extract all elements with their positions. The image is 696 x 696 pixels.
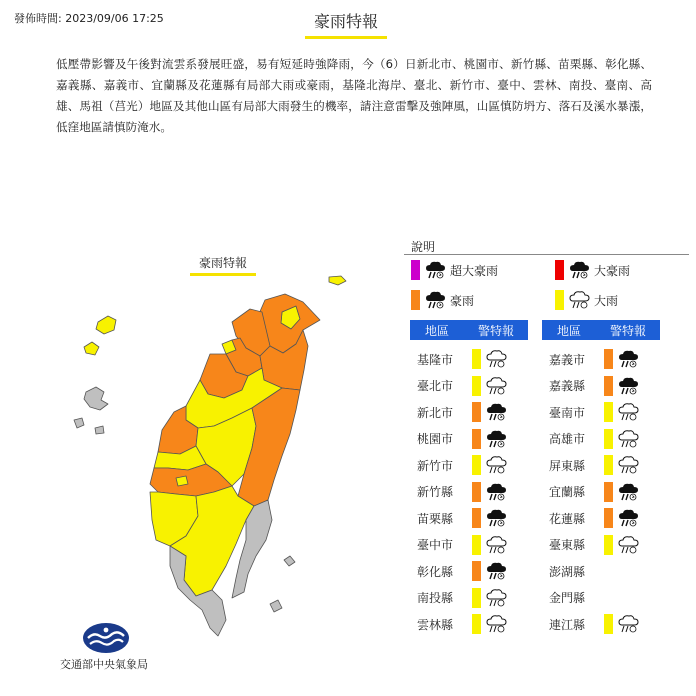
table-row xyxy=(404,534,507,556)
warning-level-swatch xyxy=(472,429,481,449)
rain-cloud-icon xyxy=(617,535,639,555)
warning-level-swatch xyxy=(604,614,613,634)
legend-item-torrential xyxy=(411,290,474,310)
thunder-heavy-rain-icon xyxy=(424,260,446,280)
table-row xyxy=(536,613,639,635)
region-name: 彰化縣 xyxy=(416,564,453,579)
warning-level-swatch xyxy=(472,535,481,555)
legend-item-extra-torrential xyxy=(555,260,630,280)
table-row xyxy=(404,375,507,397)
cwb-logo-icon xyxy=(82,622,130,654)
map-region-penghu xyxy=(74,387,108,434)
region-name: 屏東縣 xyxy=(548,458,585,473)
region-name: 嘉義市 xyxy=(548,352,585,367)
map-region-chiayi-city xyxy=(176,476,188,486)
warning-level-swatch xyxy=(472,376,481,396)
rain-cloud-icon xyxy=(617,429,639,449)
warning-level-swatch xyxy=(472,508,481,528)
region-name: 高雄市 xyxy=(548,432,585,446)
table-row xyxy=(536,507,639,529)
map-title: 豪雨特報 xyxy=(190,255,256,276)
table-row xyxy=(404,587,507,609)
table-row xyxy=(404,454,507,476)
thunder-heavy-rain-icon xyxy=(424,290,446,310)
rain-cloud-icon xyxy=(568,290,590,310)
warning-level-swatch xyxy=(472,561,481,581)
region-name: 連江縣 xyxy=(548,617,585,632)
table-row xyxy=(536,534,639,556)
warning-level-swatch xyxy=(472,614,481,634)
region-name: 澎湖縣 xyxy=(548,564,585,579)
warning-level-swatch xyxy=(604,482,613,502)
warning-level-swatch xyxy=(604,508,613,528)
agency-name: 交通部中央氣象局 xyxy=(60,658,148,671)
warning-level-swatch xyxy=(604,402,613,422)
region-name: 臺中市 xyxy=(416,538,453,552)
region-name: 臺北市 xyxy=(416,379,453,393)
warning-description: 低壓帶影響及午後對流雲系發展旺盛，易有短延時強降雨，今（6）日新北市、桃園市、新竹縣、苗栗縣、彰化縣、嘉義縣、嘉義市、宜蘭縣及花蓮縣有局部大雨或豪雨，基隆北海岸、臺北、新竹市、臺中、雲林、南投、臺南、高雄、馬祖（莒光）地區及其他山區有局部大雨發生的機率，請注意雷擊及強陣風，山區慎防坍方、落石及溪水暴漲，低窪地區請慎防淹水。 xyxy=(56,57,652,134)
rain-cloud-icon xyxy=(485,535,507,555)
map-region-matsu xyxy=(329,276,346,285)
table-row xyxy=(536,587,598,609)
map-region-green-island xyxy=(270,556,295,612)
warning-level-swatch xyxy=(604,455,613,475)
table-row xyxy=(536,428,639,450)
table-row xyxy=(404,613,507,635)
table-row xyxy=(404,560,507,582)
thunder-heavy-rain-icon xyxy=(485,508,507,528)
rain-cloud-icon xyxy=(485,455,507,475)
warning-level-swatch xyxy=(604,349,613,369)
thunder-heavy-rain-icon xyxy=(485,429,507,449)
table-header-left xyxy=(410,320,528,340)
table-row xyxy=(404,428,507,450)
warning-level-swatch xyxy=(604,429,613,449)
thunder-heavy-rain-icon xyxy=(617,482,639,502)
region-name: 花蓮縣 xyxy=(548,511,585,526)
region-name: 基隆市 xyxy=(416,352,453,367)
table-row xyxy=(536,401,639,423)
legend-label: 大豪雨 xyxy=(594,263,631,278)
thunder-heavy-rain-icon xyxy=(617,349,639,369)
thunder-heavy-rain-icon xyxy=(485,561,507,581)
thunder-heavy-rain-icon xyxy=(617,376,639,396)
legend-swatch xyxy=(555,290,564,310)
rain-cloud-icon xyxy=(485,376,507,396)
warning-level-swatch xyxy=(472,402,481,422)
thunder-heavy-rain-icon xyxy=(568,260,590,280)
table-row xyxy=(404,348,507,370)
region-name: 桃園市 xyxy=(416,432,453,446)
warning-level-swatch xyxy=(604,535,613,555)
rain-cloud-icon xyxy=(485,349,507,369)
table-header-right xyxy=(542,320,660,340)
table-row xyxy=(536,375,639,397)
column-header-warning: 警特報 xyxy=(609,323,646,338)
region-name: 新竹市 xyxy=(416,458,453,473)
table-row xyxy=(536,348,639,370)
table-row xyxy=(404,481,507,503)
legend-label: 豪雨 xyxy=(450,293,475,308)
thunder-heavy-rain-icon xyxy=(485,402,507,422)
region-name: 南投縣 xyxy=(416,591,453,605)
rain-cloud-icon xyxy=(485,614,507,634)
table-row xyxy=(404,507,507,529)
rain-cloud-icon xyxy=(485,588,507,608)
legend-swatch xyxy=(555,260,564,280)
table-row xyxy=(536,481,639,503)
region-name: 新竹縣 xyxy=(416,485,453,499)
region-name: 雲林縣 xyxy=(416,617,453,632)
legend-title: 說明 xyxy=(411,240,436,254)
column-header-region: 地區 xyxy=(424,323,449,338)
thunder-heavy-rain-icon xyxy=(485,482,507,502)
legend-swatch xyxy=(411,260,420,280)
region-name: 新北市 xyxy=(416,405,453,420)
warning-level-swatch xyxy=(472,482,481,502)
column-header-region: 地區 xyxy=(556,323,581,338)
region-name: 苗栗縣 xyxy=(416,511,453,526)
region-name: 金門縣 xyxy=(548,591,585,605)
warning-level-swatch xyxy=(472,349,481,369)
rain-cloud-icon xyxy=(617,614,639,634)
region-name: 臺南市 xyxy=(548,405,585,420)
legend-label: 大雨 xyxy=(594,293,619,308)
page-title: 豪雨特報 xyxy=(305,10,387,39)
rain-cloud-icon xyxy=(617,455,639,475)
table-row xyxy=(404,401,507,423)
region-name: 嘉義縣 xyxy=(548,379,585,393)
legend-swatch xyxy=(411,290,420,310)
warning-level-swatch xyxy=(472,588,481,608)
table-row xyxy=(536,454,639,476)
warning-level-swatch xyxy=(604,376,613,396)
table-row xyxy=(536,560,598,582)
thunder-heavy-rain-icon xyxy=(617,508,639,528)
legend-item-extreme-torrential xyxy=(411,260,498,280)
region-name: 宜蘭縣 xyxy=(548,485,585,499)
legend-item-heavy xyxy=(555,290,618,310)
column-header-warning: 警特報 xyxy=(477,323,514,338)
region-name: 臺東縣 xyxy=(548,538,585,552)
legend-label: 超大豪雨 xyxy=(450,263,499,278)
rain-cloud-icon xyxy=(617,402,639,422)
warning-level-swatch xyxy=(472,455,481,475)
map-region-kinmen xyxy=(84,316,116,355)
issue-time: 發佈時間: 2023/09/06 17:25 xyxy=(14,12,164,25)
